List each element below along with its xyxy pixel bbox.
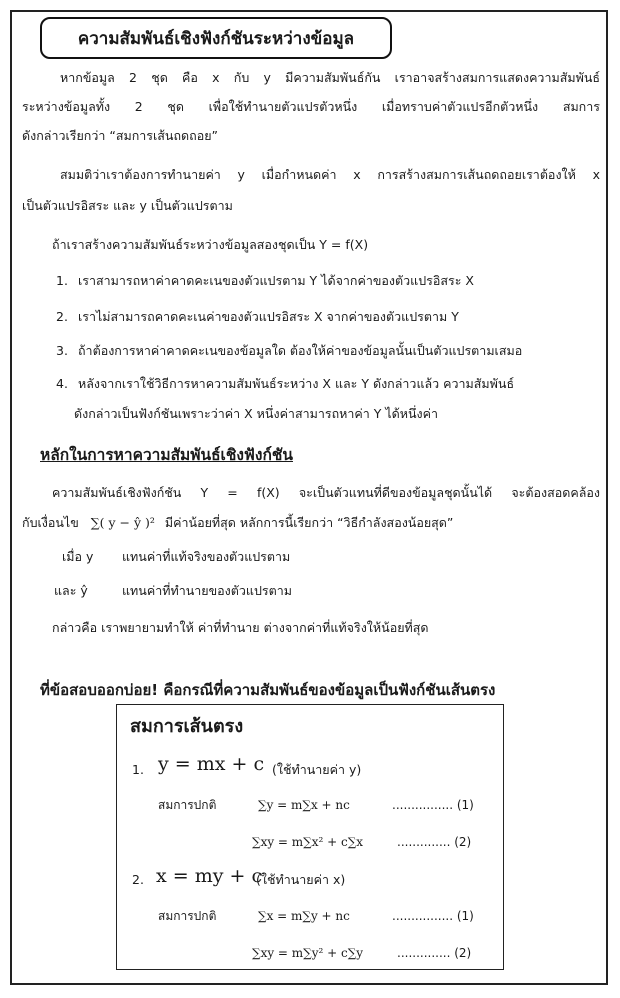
principle-line-1: ความสัมพันธ์เชิงฟังก์ชัน Y = f(X) จะเป็นตัวแทนที่ดีของข้อมูลชุดนั้นได้ จะต้องสอดคล้อง [52, 485, 600, 500]
equation-number: 1. [132, 762, 144, 777]
page-title [40, 17, 392, 59]
normal-equation-2: ∑xy = m∑x² + c∑x [252, 835, 364, 849]
exam-tip-banner: ที่ข้อสอบออกบ่อย! คือกรณีที่ความสัมพันธ์ของข้อมูลเป็นฟังก์ชันเส้นตรง [40, 681, 496, 699]
list-item [56, 273, 474, 289]
linear-equation-y: y = mx + c [158, 753, 265, 775]
normal-equation-2: ∑xy = m∑y² + c∑y [252, 946, 364, 960]
page-title-text: ความสัมพันธ์เชิงฟังก์ชันระหว่างข้อมูล [77, 28, 355, 49]
intro-line-1: หากข้อมูล 2 ชุด คือ x กับ y มีความสัมพันธ์กัน เราอาจสร้างสมการแสดงความสัมพันธ์ [60, 70, 600, 85]
equations-title: สมการเส้นตรง [130, 716, 244, 737]
least-squares-formula: ∑( y − ŷ )² [90, 515, 155, 530]
para2-line-1: สมมติว่าเราต้องการทำนายค่า y เมื่อกำหนดค่า x การสร้างสมการเส้นถดถอยเราต้องให้ x [60, 167, 600, 182]
list-number: 1. [56, 273, 68, 288]
linear-equation-x: x = my + c [156, 865, 263, 887]
equation-note: (ใช้ทำนายค่า x) [256, 872, 346, 887]
normal-equation-1: ∑x = m∑y + nc [258, 909, 350, 923]
list-number: 4. [56, 376, 68, 391]
equation-ref-2: .............. (2) [397, 946, 472, 960]
principle-text-a: กับเงื่อนไข [22, 515, 79, 530]
equation-ref-1: ................ (1) [392, 909, 474, 923]
para3: ถ้าเราสร้างความสัมพันธ์ระหว่างข้อมูลสองชุดเป็น Y = f(X) [52, 237, 369, 252]
normal-equation-label: สมการปกติ [158, 909, 217, 923]
list-number: 2. [56, 309, 68, 324]
list-item-continuation: ดังกล่าวเป็นฟังก์ชันเพราะว่าค่า X หนึ่งค่าสามารถหาค่า Y ได้หนึ่งค่า [74, 406, 439, 421]
section-heading: หลักในการหาความสัมพันธ์เชิงฟังก์ชัน [40, 446, 293, 464]
intro-line-3: ดังกล่าวเรียกว่า “สมการเส้นถดถอย” [22, 128, 219, 143]
normal-equation-1: ∑y = m∑x + nc [258, 798, 350, 812]
list-text: ถ้าต้องการหาค่าคาดคะเนของข้อมูลใด ต้องให้ค่าของข้อมูลนั้นเป็นตัวแปรตามเสมอ [77, 343, 523, 358]
principle-line-2 [22, 515, 453, 531]
principle-text-b: มีค่าน้อยที่สุด หลักการนี้เรียกว่า “วิธีกำลังสองน้อยสุด” [164, 515, 454, 530]
equation-number: 2. [132, 872, 144, 887]
where-y-text: แทนค่าที่แท้จริงของตัวแปรตาม [122, 549, 291, 564]
list-text: เราสามารถหาค่าคาดคะเนของตัวแปรตาม Y ได้จากค่าของตัวแปรอิสระ X [77, 273, 474, 288]
and-yhat-label: และ ŷ [54, 583, 88, 598]
list-item [56, 376, 600, 392]
list-item [56, 343, 522, 359]
list-text: เราไม่สามารถคาดคะเนค่าของตัวแปรอิสระ X จากค่าของตัวแปรตาม Y [77, 309, 459, 324]
equation-note: (ใช้ทำนายค่า y) [272, 762, 362, 777]
equation-ref-2: .............. (2) [397, 835, 472, 849]
and-yhat-text: แทนค่าที่ทำนายของตัวแปรตาม [122, 583, 292, 598]
para2-line-2: เป็นตัวแปรอิสระ และ y เป็นตัวแปรตาม [22, 198, 233, 213]
list-number: 3. [56, 343, 68, 358]
intro-line-2: ระหว่างข้อมูลทั้ง 2 ชุด เพื่อใช้ทำนายตัวแปรตัวหนึ่ง เมื่อทราบค่าตัวแปรอีกตัวหนึ่ง สมการ [22, 99, 600, 114]
equation-ref-1: ................ (1) [392, 798, 474, 812]
normal-equation-label: สมการปกติ [158, 798, 217, 812]
list-text: หลังจากเราใช้วิธีการหาความสัมพันธ์ระหว่าง X และ Y ดังกล่าวแล้ว ความสัมพันธ์ [77, 376, 515, 391]
principle-summary: กล่าวคือ เราพยายามทำให้ ค่าที่ทำนาย ต่างจากค่าที่แท้จริงให้น้อยที่สุด [52, 620, 429, 635]
list-item [56, 309, 459, 325]
where-y-label: เมื่อ y [62, 549, 94, 564]
